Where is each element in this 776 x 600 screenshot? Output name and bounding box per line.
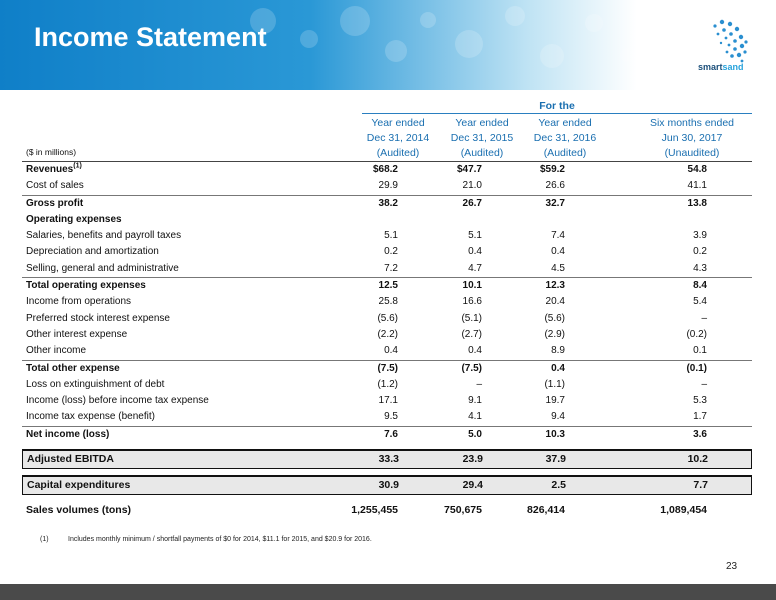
row-label: Revenues <box>26 164 74 175</box>
table-row: Revenues$^{(1)}$ $68.2 $47.7 $59.2 54.8 <box>26 162 707 175</box>
table-row: Income (loss) before income tax expense 17.1 9.1 19.7 5.3 <box>22 393 752 409</box>
table-row: Other income 0.4 0.4 8.9 0.1 <box>22 343 752 359</box>
units-label: ($ in millions) <box>26 147 77 157</box>
row-label: Gross profit <box>26 197 84 209</box>
table-row: Other interest expense (2.2) (2.7) (2.9) (0.2) <box>22 327 752 343</box>
table-row <box>22 212 752 228</box>
capital-expenditures-row: Capital expenditures 30.9 29.4 2.5 7.7 <box>22 475 752 495</box>
table-row: Cost of sales 29.9 21.0 26.6 41.1 <box>22 178 752 194</box>
group-header: For the <box>539 100 575 112</box>
sales-volumes-row: Sales volumes (tons) 1,255,455 750,675 826,414 1,089,454 <box>22 502 752 519</box>
row-label: Preferred stock interest expense <box>26 312 170 324</box>
table-row: Salaries, benefits and payroll taxes 5.1 5.1 7.4 3.9 <box>22 228 752 244</box>
row-label: Total other expense <box>26 362 120 374</box>
row-label: Income from operations <box>26 296 132 308</box>
row-label: Other interest expense <box>26 328 128 340</box>
table-row: Income tax expense (benefit) 9.5 4.1 9.4 1.7 <box>22 409 752 425</box>
page-number: 23 <box>726 561 738 572</box>
row-label: Cost of sales <box>26 180 84 192</box>
row-label: Net income (loss) <box>26 428 110 440</box>
column-header-2016: Year ended Dec 31, 2016 (Audited) <box>533 117 597 159</box>
footer-bar <box>0 584 776 600</box>
table-row: Preferred stock interest expense (5.6) (5.1) (5.6) – <box>22 311 752 327</box>
row-label: Depreciation and amortization <box>26 246 159 258</box>
title-banner <box>0 0 776 90</box>
row-label: Other income <box>26 345 87 357</box>
row-label: Selling, general and administrative <box>26 262 179 274</box>
footnote-text: Includes monthly minimum / shortfall payments of $0 for 2014, $11.1 for 2015, and $20.9 for 2016. <box>68 536 372 543</box>
row-label: Capital expenditures <box>27 479 131 492</box>
footnote-marker: (1) <box>73 162 82 170</box>
page-title: Income Statement <box>34 22 267 52</box>
row-label: Adjusted EBITDA <box>27 453 114 466</box>
smartsand-logo-icon <box>680 14 760 84</box>
table-row: Total operating expenses 12.5 10.1 12.3 8.4 <box>22 277 752 294</box>
table-row: Selling, general and administrative 7.2 4.7 4.5 4.3 <box>22 261 752 277</box>
row-label: Income tax expense (benefit) <box>26 411 155 423</box>
row-label: Income (loss) before income tax expense <box>26 395 209 407</box>
table-header <box>22 96 752 162</box>
table-row: Total other expense (7.5) (7.5) 0.4 (0.1) <box>22 360 752 377</box>
row-label: Operating expenses <box>26 213 122 225</box>
column-header-2017: Six months ended Jun 30, 2017 (Unaudited) <box>649 117 735 159</box>
row-label: Sales volumes (tons) <box>26 504 132 517</box>
logo-wordmark: smartsand <box>698 62 744 72</box>
table-row: Income from operations 25.8 16.6 20.4 5.4 <box>22 294 752 310</box>
adjusted-ebitda-row: Adjusted EBITDA 33.3 23.9 37.9 10.2 <box>22 449 752 469</box>
column-header-2015: Year ended Dec 31, 2015 (Audited) <box>450 117 514 159</box>
table-row: Loss on extinguishment of debt (1.2) – (1.1) – <box>22 377 752 393</box>
row-label: Total operating expenses <box>26 280 146 292</box>
row-label: Salaries, benefits and payroll taxes <box>26 230 182 242</box>
table-row: Net income (loss) 7.6 5.0 10.3 3.6 <box>22 426 752 443</box>
footnote-number: (1) <box>40 536 49 543</box>
row-label: Loss on extinguishment of debt <box>26 378 165 390</box>
income-statement-table <box>22 96 752 519</box>
table-row: Gross profit 38.2 26.7 32.7 13.8 <box>22 195 752 212</box>
table-row: Depreciation and amortization 0.2 0.4 0.4 0.2 <box>22 244 752 260</box>
column-header-2014: Year ended Dec 31, 2014 (Audited) <box>366 117 430 159</box>
